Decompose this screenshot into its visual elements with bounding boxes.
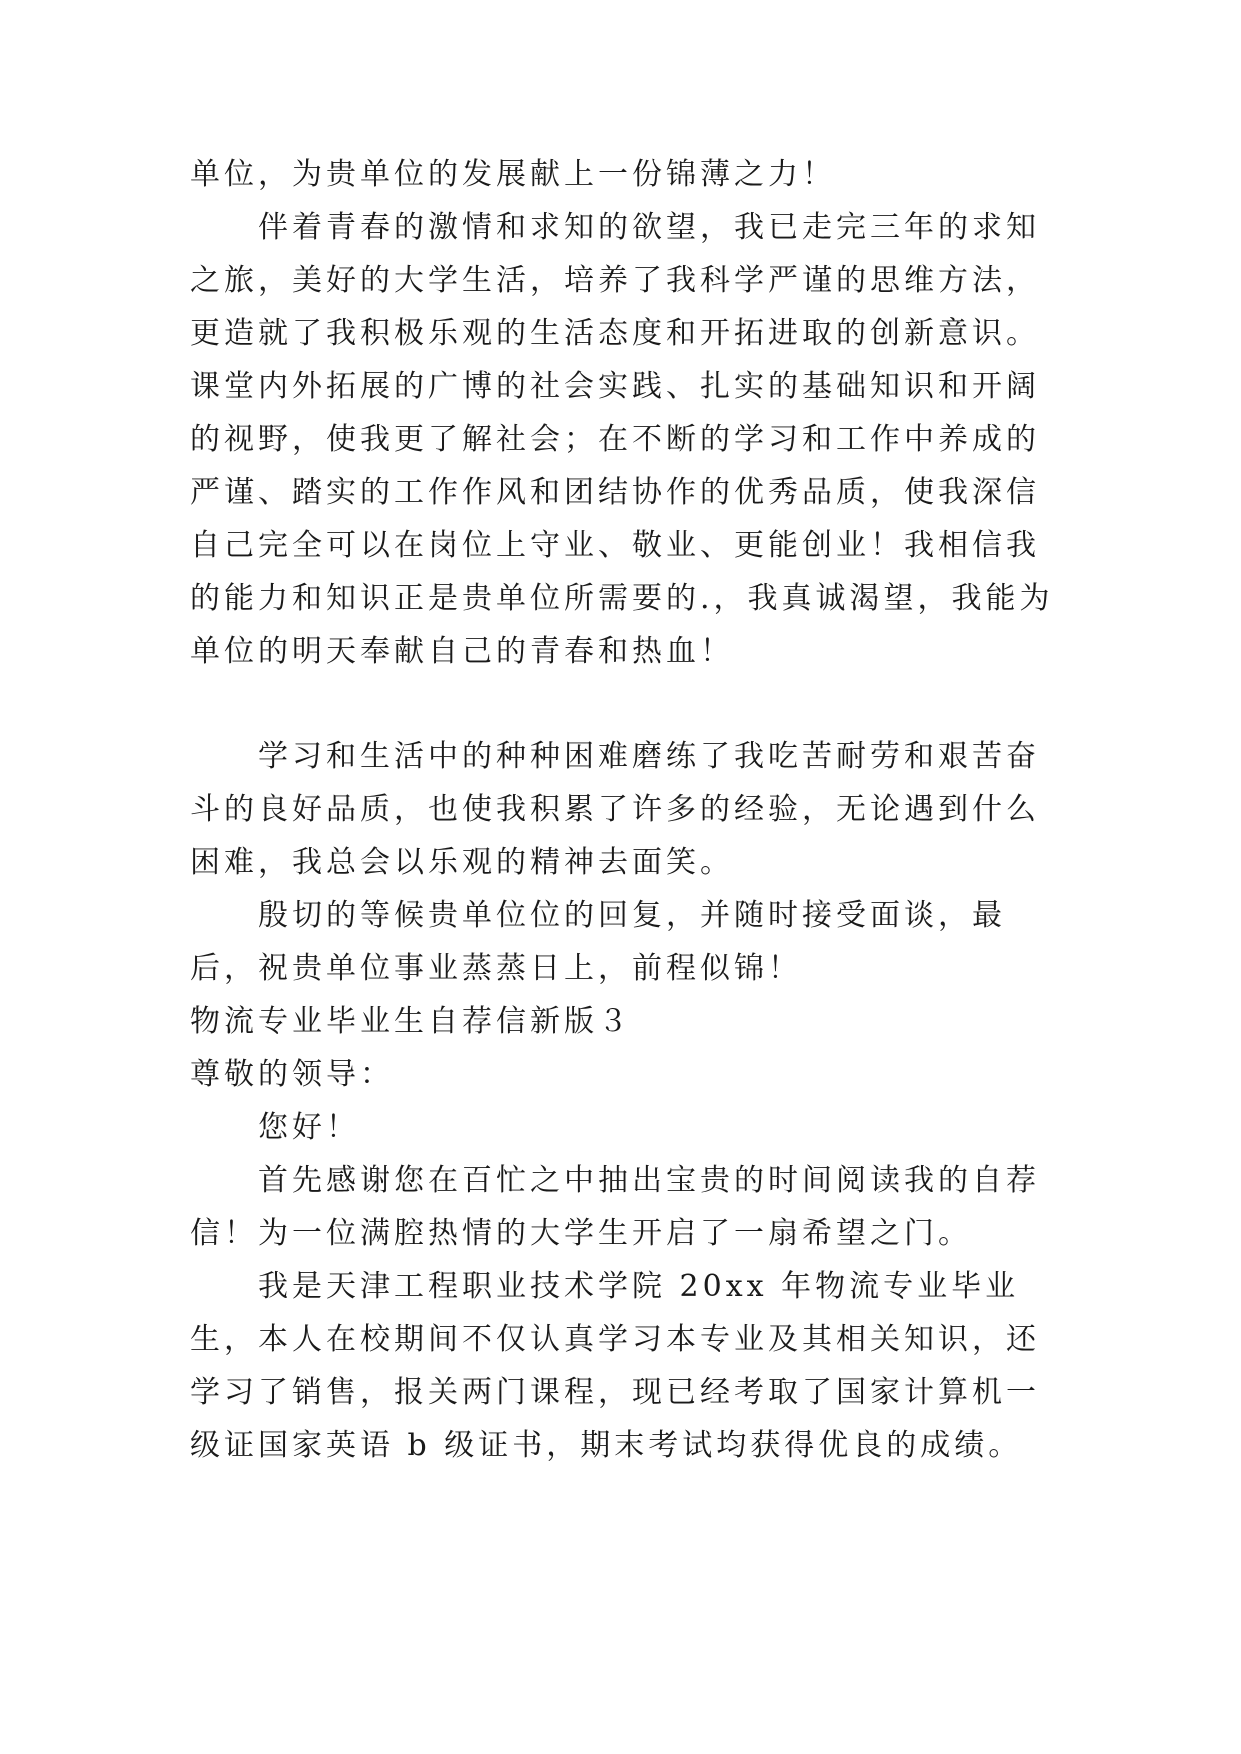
paragraph-thanks: 首先感谢您在百忙之中抽出宝贵的时间阅读我的自荐信！为一位满腔热情的大学生开启了一扇希望之门。 — [190, 1163, 1040, 1251]
greeting: 您好！ — [258, 1110, 360, 1145]
section-title: 物流专业毕业生自荐信新版３ — [190, 1004, 632, 1039]
paragraph-self-introduction: 我是天津工程职业技术学院 20xx 年物流专业毕业生，本人在校期间不仅认真学习本专业及其相关知识，还学习了销售，报关两门课程，现已经考取了国家计算机一级证国家英语 b 级证书，期末考试均获得优良的成绩。 — [190, 1269, 1040, 1463]
paragraph-youth-passion: 伴着青春的激情和求知的欲望，我已走完三年的求知之旅，美好的大学生活，培养了我科学严谨的思维方法，更造就了我积极乐观的生活态度和开拓进取的创新意识。课堂内外拓展的广博的社会实践、扎实的基础知识和开阔的视野，使我更了解社会；在不断的学习和工作中养成的严谨、踏实的工作作风和团结协作的优秀品质，使我深信自己完全可以在岗位上守业、敬业、更能创业！我相信我的能力和知识正是贵单位所需要的.，我真诚渴望，我能为单位的明天奉献自己的青春和热血！ — [190, 210, 1054, 669]
paragraph-closing-fragment: 单位，为贵单位的发展献上一份锦薄之力！ — [190, 157, 836, 192]
paragraph-awaiting-reply: 殷切的等候贵单位位的回复，并随时接受面谈，最后，祝贵单位事业蒸蒸日上，前程似锦！ — [190, 898, 1006, 986]
paragraph-hardship: 学习和生活中的种种困难磨练了我吃苦耐劳和艰苦奋斗的良好品质，也使我积累了许多的经验，无论遇到什么困难，我总会以乐观的精神去面笑。 — [190, 739, 1040, 880]
salutation: 尊敬的领导： — [190, 1057, 394, 1092]
